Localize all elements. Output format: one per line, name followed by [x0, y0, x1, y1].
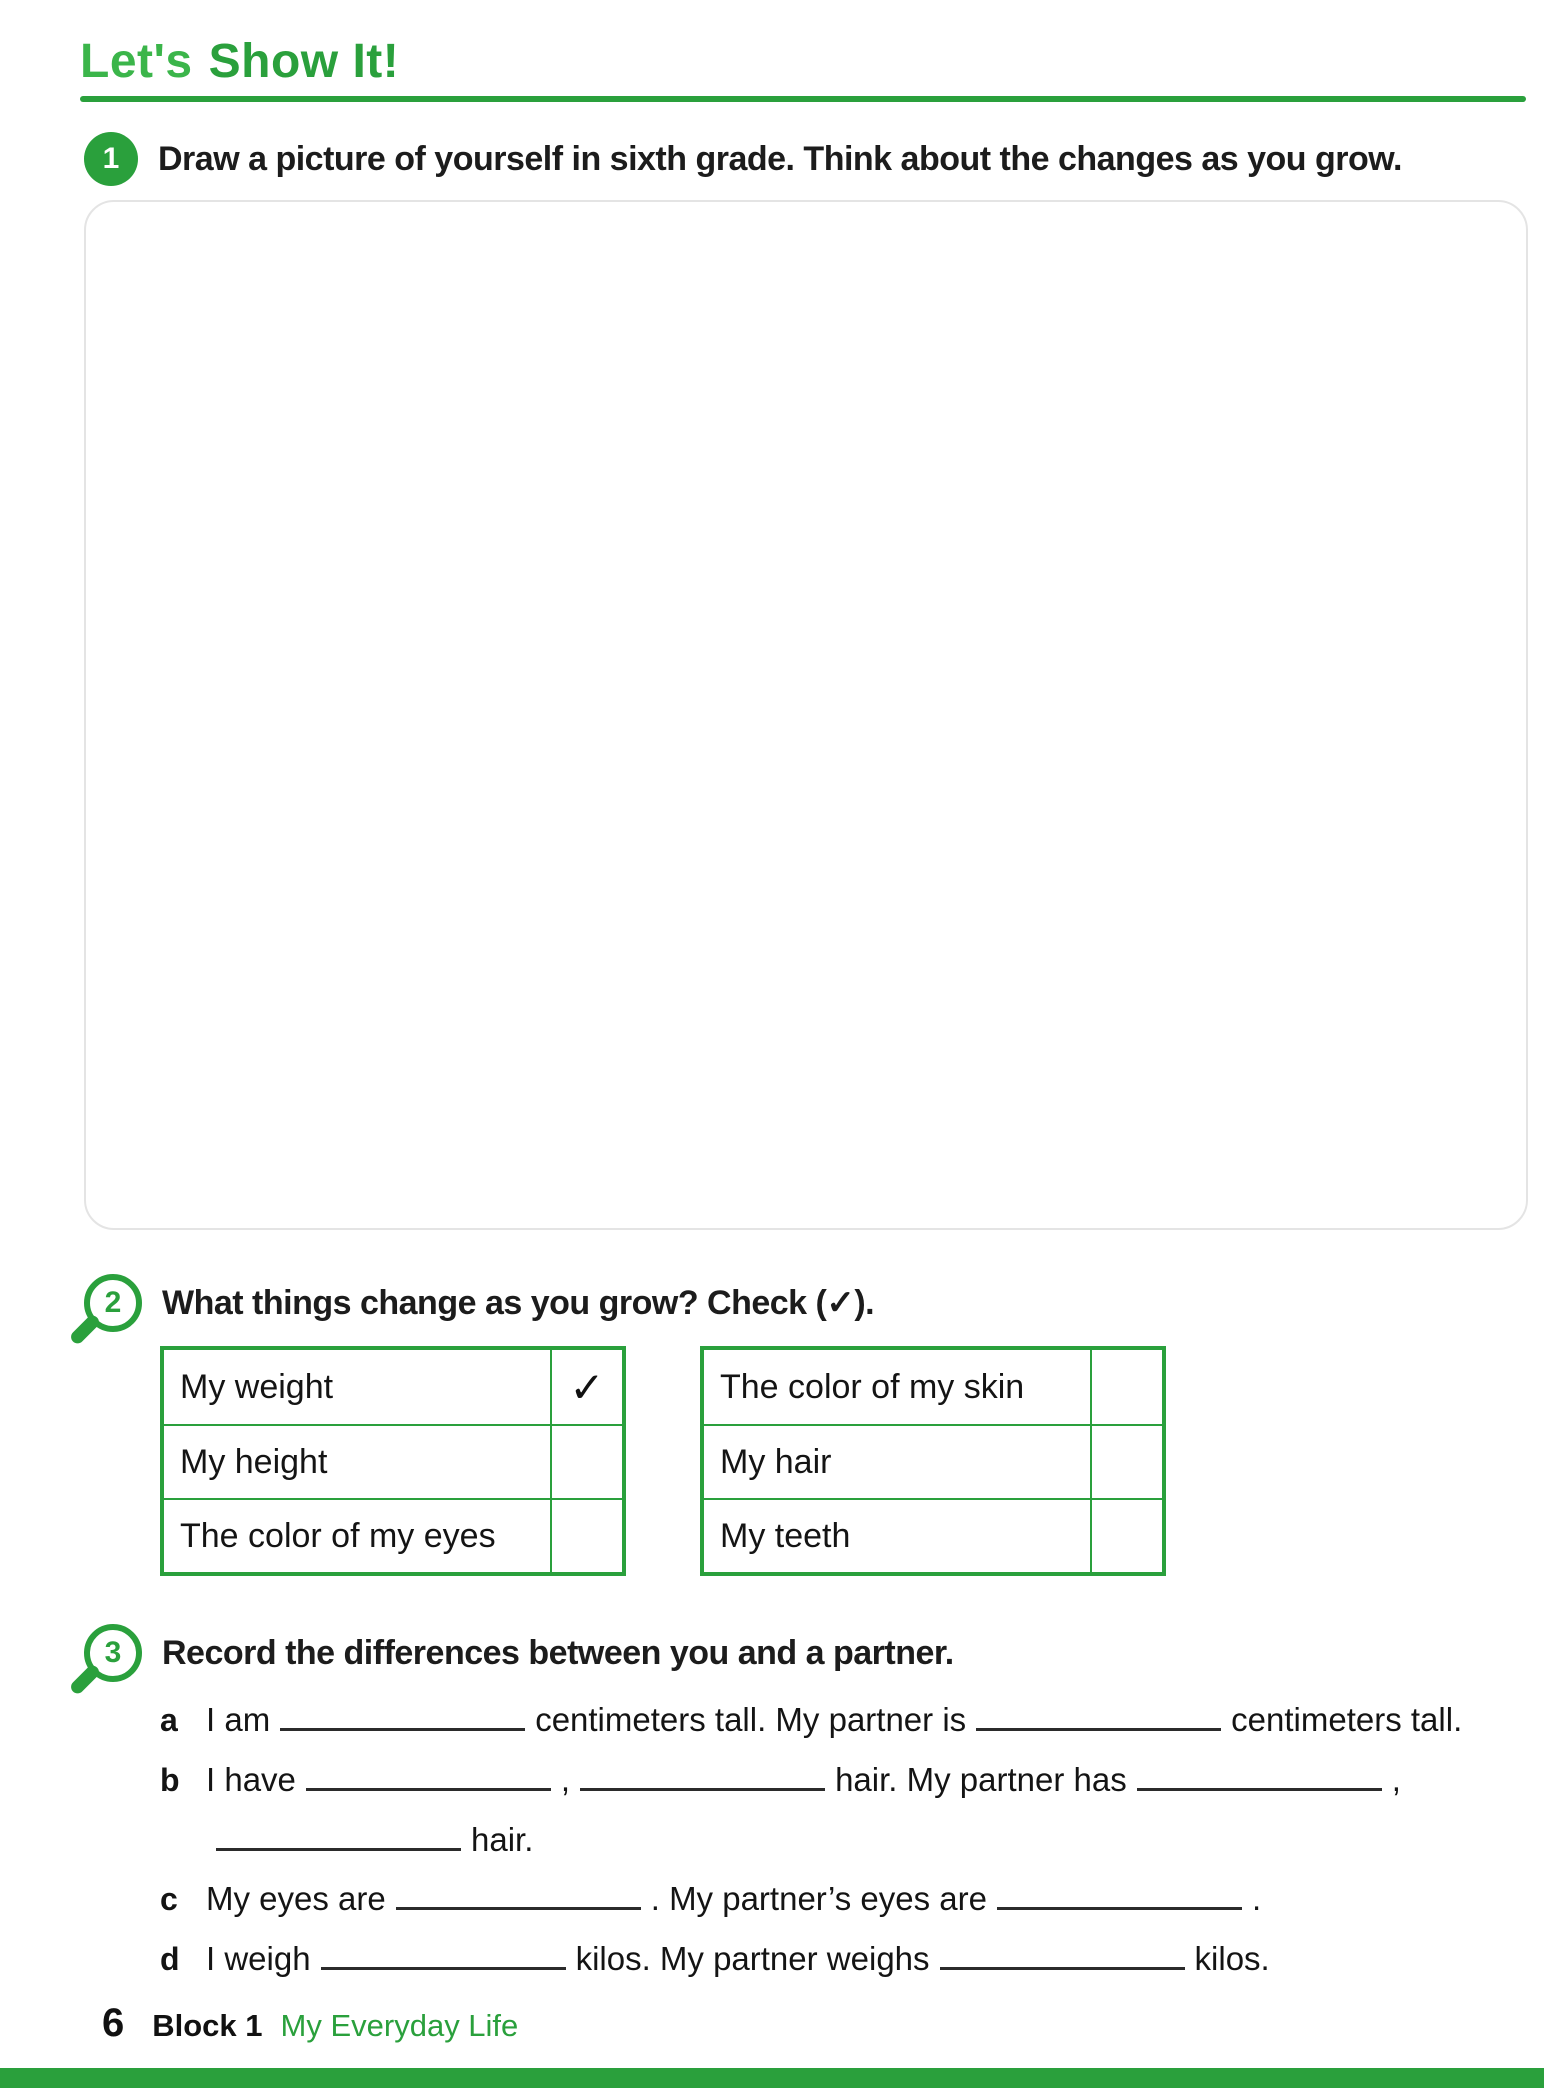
activity-3-instruction: Record the differences between you and a partner.: [162, 1633, 954, 1672]
check-table-row: [704, 1350, 1162, 1424]
bottom-bar: [0, 2068, 1544, 2088]
exercise-letter: c: [160, 1881, 178, 1917]
check-item-label: My height: [180, 1442, 328, 1481]
activity-3: [84, 1624, 1524, 1682]
fill-in-blank[interactable]: [396, 1907, 641, 1910]
exercise-line: [160, 1869, 1544, 1929]
exercise-text: My eyes are: [206, 1880, 386, 1917]
activity-3-number: 3: [104, 1636, 122, 1669]
activity-2-instruction: What things change as you grow? Check (✓).: [162, 1284, 875, 1322]
drawing-area[interactable]: [84, 200, 1528, 1230]
exercise-text: .: [1252, 1880, 1262, 1917]
exercise-text: centimeters tall.: [1231, 1701, 1463, 1738]
activity-2-number: 2: [104, 1286, 122, 1319]
check-cell[interactable]: [550, 1426, 622, 1498]
check-table-left: [160, 1346, 626, 1576]
check-table-row: [704, 1498, 1162, 1572]
block-label: Block 1: [152, 2008, 263, 2043]
activity-2: [84, 1274, 1524, 1332]
page-title-show: Show It!: [208, 35, 400, 88]
exercise-text: hair.: [471, 1821, 534, 1858]
title-underline: [80, 96, 1526, 102]
exercise-text: ,: [1391, 1761, 1401, 1798]
activity-1-instruction: Draw a picture of yourself in sixth grade. Think about the changes as you grow.: [158, 139, 1402, 178]
exercise-line: [160, 1810, 1544, 1869]
check-table-row: [704, 1424, 1162, 1498]
activity-1-number-badge: [84, 132, 138, 186]
exercise-text: hair. My partner has: [835, 1761, 1127, 1798]
page-footer: [102, 2001, 518, 2046]
check-cell[interactable]: [1090, 1426, 1162, 1498]
exercise-text: I weigh: [206, 1940, 311, 1977]
fill-in-blank[interactable]: [997, 1907, 1242, 1910]
exercise-letter: a: [160, 1702, 178, 1738]
exercise-text: kilos. My partner weighs: [575, 1940, 930, 1977]
page-header: [0, 0, 1544, 88]
fill-in-blank[interactable]: [976, 1728, 1221, 1731]
magnifier-handle-icon: [68, 1313, 101, 1346]
exercise-text: I am: [206, 1701, 271, 1738]
exercise-text: kilos.: [1194, 1940, 1270, 1977]
check-item-label: My hair: [720, 1442, 832, 1481]
magnifier-handle-icon: [68, 1663, 101, 1696]
exercise-text: . My partner’s eyes are: [650, 1880, 987, 1917]
check-item-label: The color of my eyes: [180, 1516, 496, 1555]
exercise-text: I have: [206, 1761, 296, 1798]
fill-in-blank[interactable]: [321, 1967, 566, 1970]
check-table-row: [164, 1424, 622, 1498]
check-cell[interactable]: ✓: [550, 1350, 622, 1424]
exercise-text: centimeters tall. My partner is: [535, 1701, 967, 1738]
fill-in-blank[interactable]: [306, 1788, 551, 1791]
exercise-text: ,: [560, 1761, 571, 1798]
activity-2-number-badge: [84, 1274, 142, 1332]
fill-in-blank[interactable]: [216, 1848, 461, 1851]
check-cell[interactable]: [550, 1500, 622, 1572]
exercise-letter: b: [160, 1762, 180, 1798]
check-item-label: My teeth: [720, 1516, 851, 1555]
block-title: My Everyday Life: [280, 2008, 519, 2043]
exercise-letter: d: [160, 1941, 180, 1977]
page-number: 6: [102, 2001, 125, 2045]
fill-in-blank[interactable]: [1137, 1788, 1382, 1791]
check-cell[interactable]: [1090, 1500, 1162, 1572]
check-item-label: The color of my skin: [720, 1367, 1025, 1406]
check-table-right: [700, 1346, 1166, 1576]
exercise-line: [160, 1929, 1544, 1989]
activity-1: [84, 132, 1524, 186]
exercise-lines: [160, 1690, 1544, 1989]
page-title: [80, 36, 1524, 88]
page-title-lets: Let's: [80, 35, 193, 88]
check-table-row: [164, 1350, 622, 1424]
fill-in-blank[interactable]: [580, 1788, 825, 1791]
activity-1-number: 1: [102, 142, 120, 175]
exercise-line: [160, 1690, 1544, 1750]
fill-in-blank[interactable]: [940, 1967, 1185, 1970]
check-item-label: My weight: [180, 1367, 334, 1406]
activity-3-number-badge: [84, 1624, 142, 1682]
check-cell[interactable]: [1090, 1350, 1162, 1424]
fill-in-blank[interactable]: [280, 1728, 525, 1731]
check-tables: [160, 1346, 1544, 1576]
check-table-row: [164, 1498, 622, 1572]
exercise-line: [160, 1750, 1544, 1810]
